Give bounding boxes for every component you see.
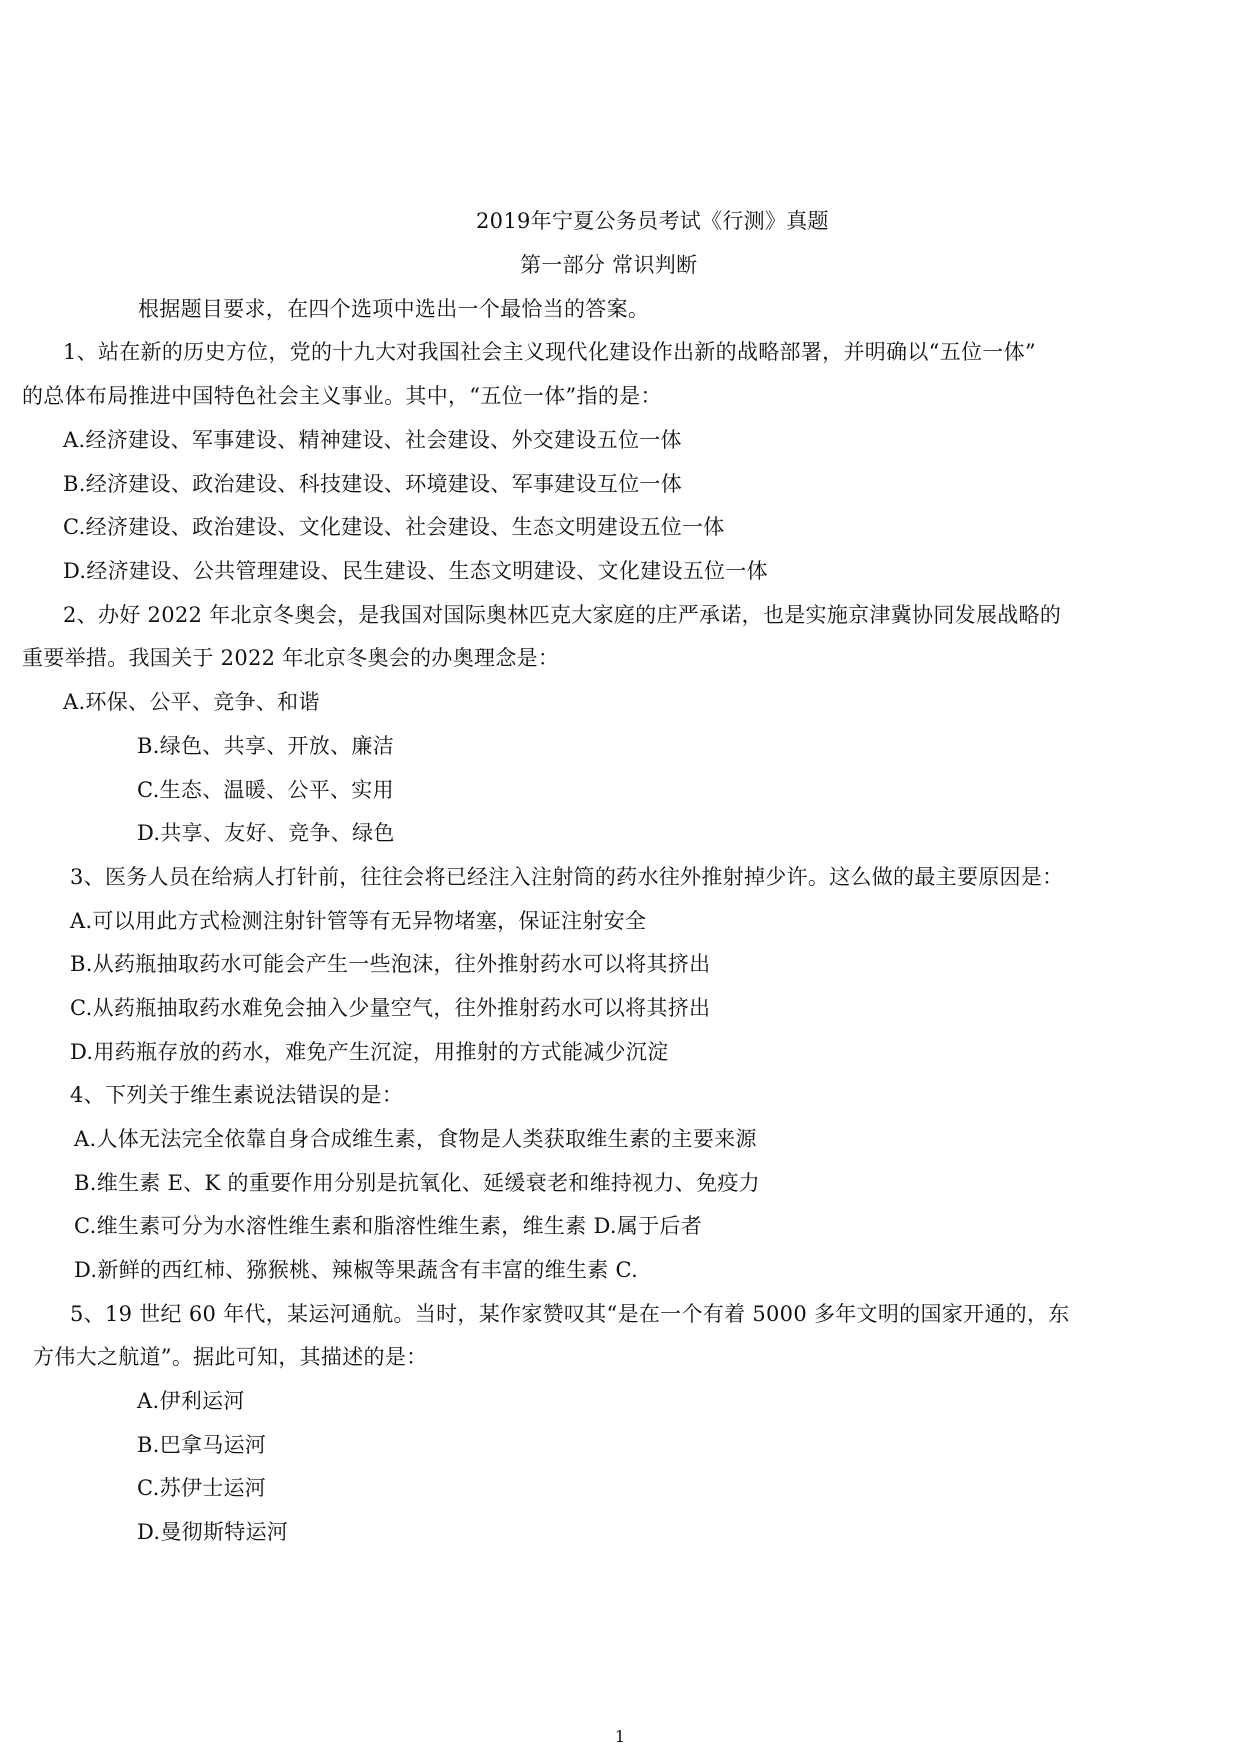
section-heading: 第一部分 常识判断	[520, 253, 698, 277]
question-option: D.经济建设、公共管理建设、民生建设、生态文明建设、文化建设五位一体	[63, 559, 768, 583]
question-option: D.共享、友好、竞争、绿色	[137, 821, 395, 845]
question-option: B.从药瓶抽取药水可能会产生一些泡沫，往外推射药水可以将其挤出	[70, 952, 711, 976]
question-option: D.用药瓶存放的药水，难免产生沉淀，用推射的方式能减少沉淀	[70, 1040, 669, 1064]
question-option: D.新鲜的西红柿、猕猴桃、辣椒等果蔬含有丰富的维生素 C.	[74, 1258, 639, 1282]
question-option: B.维生素 E、K 的重要作用分别是抗氧化、延缓衰老和维持视力、免疫力	[74, 1171, 760, 1195]
question-option: C.经济建设、政治建设、文化建设、社会建设、生态文明建设五位一体	[63, 515, 725, 539]
question-option: B.绿色、共享、开放、廉洁	[137, 734, 395, 758]
question-option: B.巴拿马运河	[137, 1433, 267, 1457]
question-stem-line: 2、办好 2022 年北京冬奥会，是我国对国际奥林匹克大家庭的庄严承诺，也是实施京津冀协同发展战略的	[63, 603, 1062, 627]
page-number: 1	[614, 1727, 626, 1746]
question-option: A.人体无法完全依靠自身合成维生素，食物是人类获取维生素的主要来源	[74, 1127, 757, 1151]
question-stem-line: 5、19 世纪 60 年代，某运河通航。当时，某作家赞叹其“是在一个有着 5000 多年文明的国家开通的，东	[70, 1302, 1070, 1326]
question-option: C.苏伊士运河	[137, 1476, 267, 1500]
question-option: D.曼彻斯特运河	[137, 1520, 289, 1544]
question-stem-line: 4、下列关于维生素说法错误的是：	[70, 1083, 404, 1107]
document-title: 2019年宁夏公务员考试《行测》真题	[476, 209, 829, 233]
question-option: C.维生素可分为水溶性维生素和脂溶性维生素，维生素 D.属于后者	[74, 1214, 703, 1238]
question-option: A.可以用此方式检测注射针管等有无异物堵塞，保证注射安全	[70, 909, 647, 933]
question-option: A.环保、公平、竞争、和谐	[63, 690, 320, 714]
instruction-text: 根据题目要求，在四个选项中选出一个最恰当的答案。	[138, 297, 650, 321]
question-stem-line: 1、站在新的历史方位，党的十九大对我国社会主义现代化建设作出新的战略部署，并明确以“五位一体”	[63, 340, 1036, 364]
question-stem-line: 方伟大之航道”。据此可知，其描述的是：	[33, 1345, 428, 1369]
question-stem-line: 重要举措。我国关于 2022 年北京冬奥会的办奥理念是：	[22, 646, 560, 670]
question-option: A.伊利运河	[137, 1389, 245, 1413]
question-option: C.生态、温暖、公平、实用	[137, 778, 394, 802]
question-option: C.从药瓶抽取药水难免会抽入少量空气，往外推射药水可以将其挤出	[70, 996, 711, 1020]
question-option: A.经济建设、军事建设、精神建设、社会建设、外交建设五位一体	[63, 428, 682, 452]
question-option: B.经济建设、政治建设、科技建设、环境建设、军事建设互位一体	[63, 472, 683, 496]
question-stem-line: 3、医务人员在给病人打针前，往往会将已经注入注射筒的药水往外推射掉少许。这么做的最主要原因是：	[70, 865, 1064, 889]
question-stem-line: 的总体布局推进中国特色社会主义事业。其中，“五位一体”指的是：	[22, 384, 662, 408]
